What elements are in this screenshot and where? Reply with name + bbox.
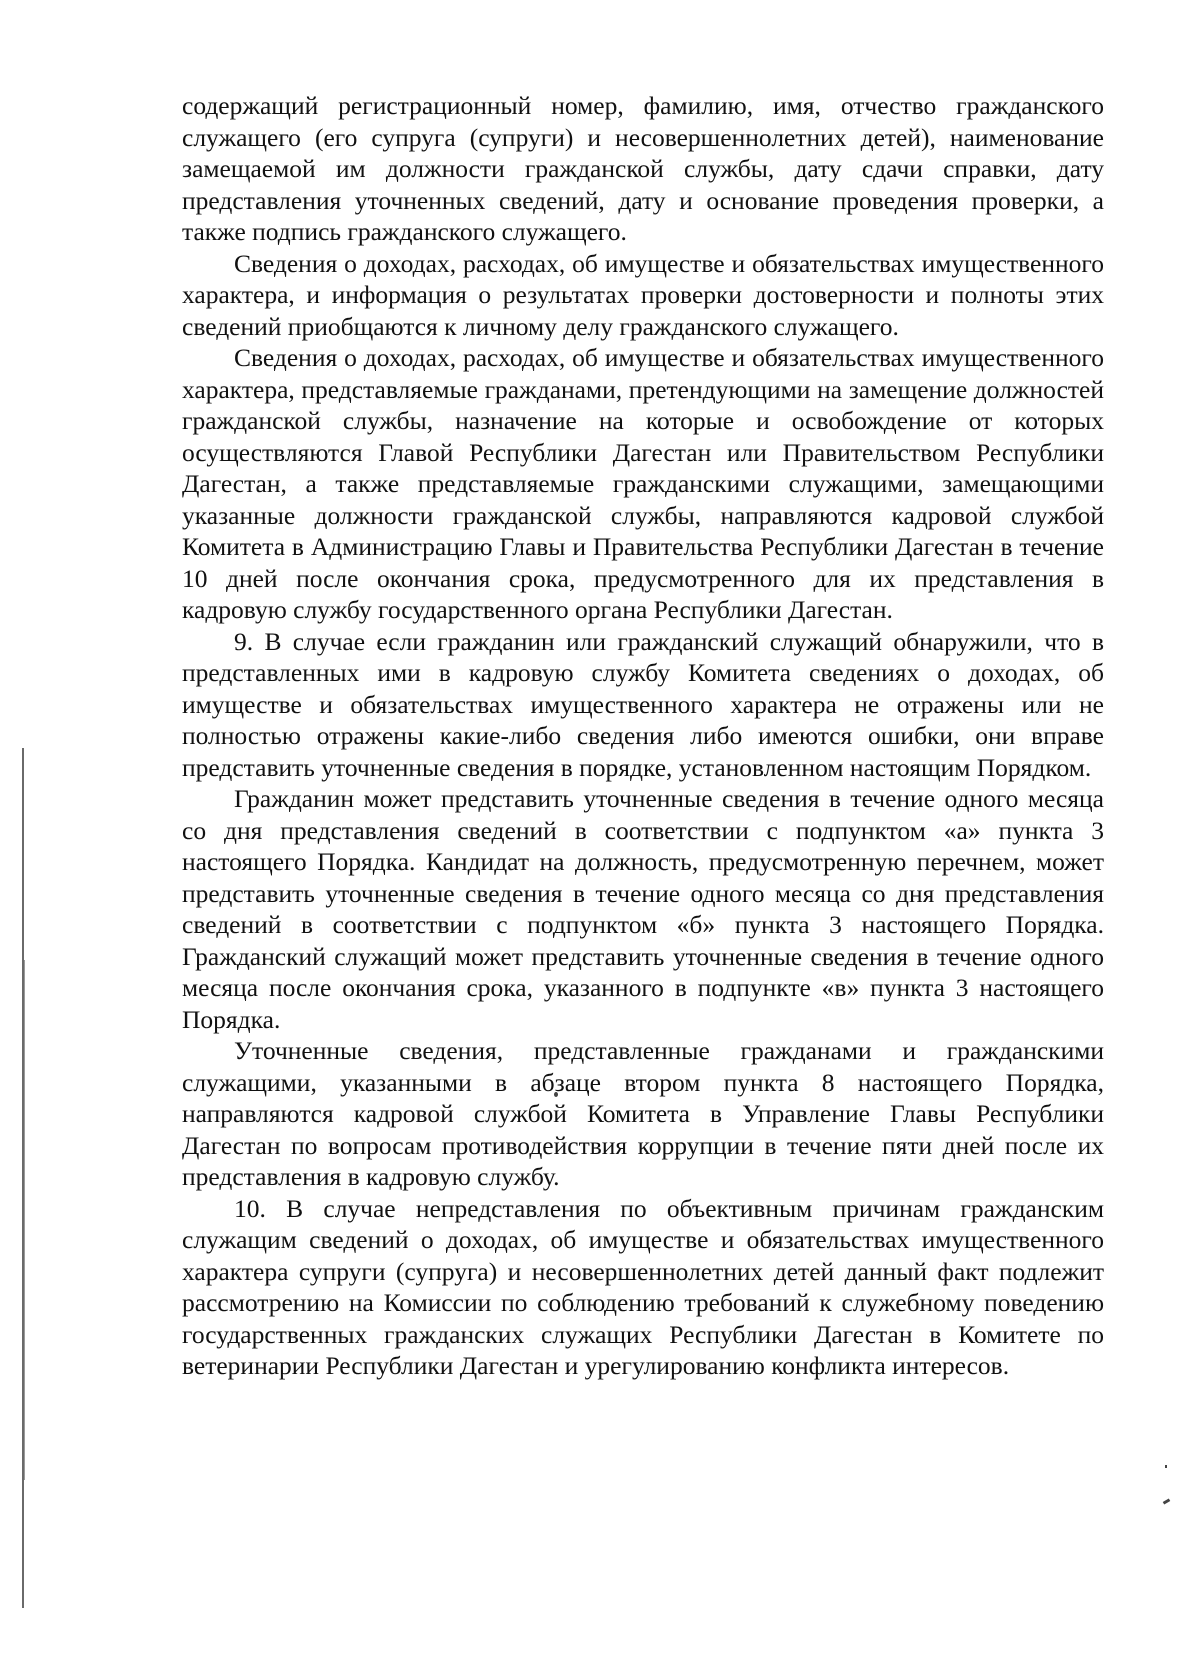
paragraph-clarified-deadlines: Гражданин может представить уточненные сведения в течение одного месяца со дня представления сведений в соответствии с подпунктом «а» пункта 3 настоящего Порядка. Кандидат на должность, предусмотренную перечнем, может представить уточненные сведения в течение одного месяца со дня представления сведений в соответствии с подпунктом «б» пункта 3 настоящего Порядка. Гражданский служащий может представить уточненные сведения в течение одного месяца после окончания срока, указанного в подпункте «в» пункта 3 настоящего Порядка. [182, 784, 1104, 1034]
scan-speck [1163, 1498, 1171, 1504]
paragraph-item-10: 10. В случае непредставления по объективным причинам гражданским служащим сведений о доходах, об имуществе и обязательствах имущественного характера супруги (супруга) и несовершеннолетних детей данный факт подлежит рассмотрению на Комиссии по соблюдению требований к служебному поведению государственных гражданских служащих Республики Дагестан в Комитете по ветеринарии Республики Дагестан и урегулированию конфликта интересов. [182, 1193, 1104, 1380]
scan-speck [1165, 1465, 1167, 1468]
paragraph-item-9: 9. В случае если гражданин или гражданский служащий обнаружили, что в представленных ими в кадровую службу Комитета сведениях о доходах, об имуществе и обязательствах имущественного характера не отражены или не полностью отражены какие-либо сведения либо имеются ошибки, они вправе представить уточненные сведения в порядке, установленном настоящим Порядком. [182, 626, 1104, 782]
paragraph-clarified-forwarding: Уточненные сведения, представленные гражданами и гражданскими служащими, указанными в абзаце втором пункта 8 настоящего Порядка, направляются кадровой службой Комитета в Управление Главы Республики Дагестан по вопросам противодействия коррупции в течение пяти дней после их представления в кадровую службу. [182, 1036, 1104, 1191]
paragraph-submission-administration: Сведения о доходах, расходах, об имуществе и обязательствах имущественного характера, представляемые гражданами, претендующими на замещение должностей гражданской службы, назначение на которые и освобождение от которых осуществляются Главой Республики Дагестан или Правительством Республики Дагестан, а также представляемые гражданскими служащими, замещающими указанные должности гражданской службы, направляются кадровой службой Комитета в Администрацию Главы и Правительства Республики Дагестан в течение 10 дней после окончания срока, предусмотренного для их представления в кадровую службу государственного органа Республики Дагестан. [182, 343, 1104, 624]
scan-edge-line-faint [24, 960, 25, 1480]
paragraph-personal-file: Сведения о доходах, расходах, об имуществе и обязательствах имущественного характера, и информация о результатах проверки достоверности и полноты этих сведений приобщаются к личному делу гражданского служащего. [182, 248, 1104, 341]
paragraph-continuation: содержащий регистрационный номер, фамилию, имя, отчество гражданского служащего (его супруга (супруги) и несовершеннолетних детей), наименование замещаемой им должности гражданской службы, дату сдачи справки, дату представления уточненных сведений, дату и основание проведения проверки, а также подпись гражданского служащего. [182, 91, 1104, 246]
document-body [182, 90, 1104, 1382]
